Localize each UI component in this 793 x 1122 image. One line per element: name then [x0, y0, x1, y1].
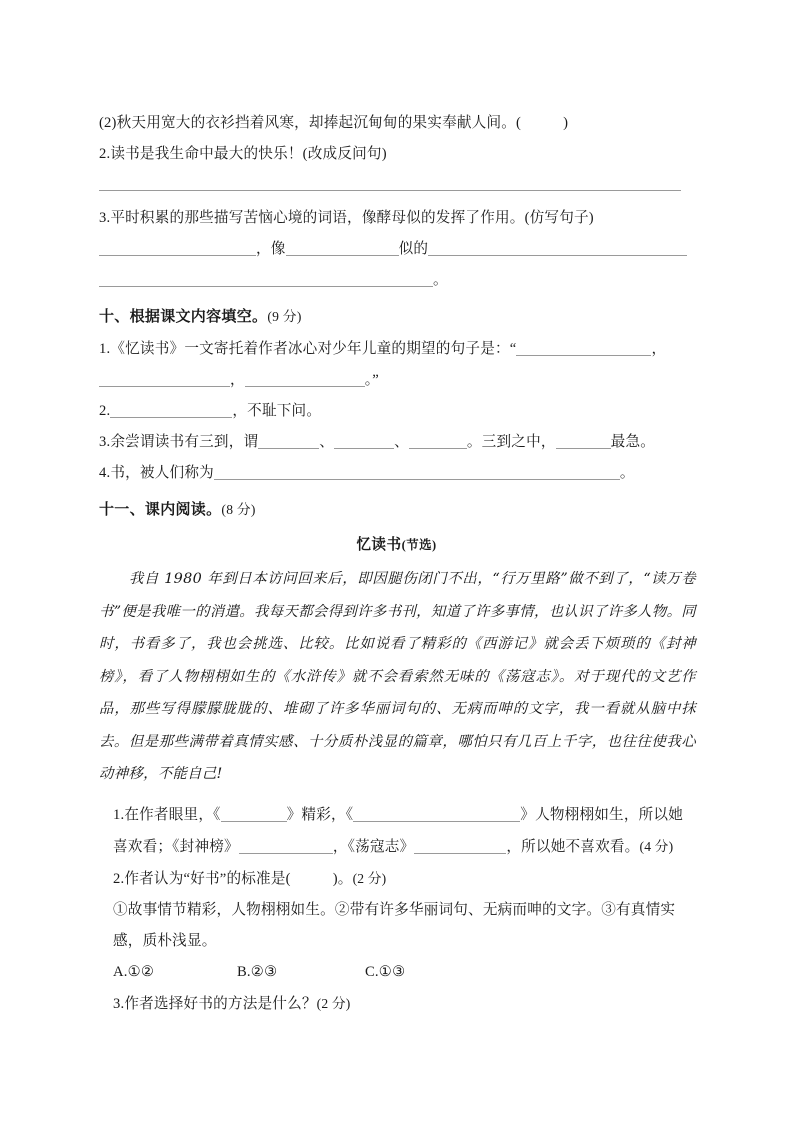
- answer-blank-11-1c[interactable]: [239, 838, 333, 854]
- section-ten-q3-mid: 。三到之中，: [466, 434, 556, 450]
- section-ten-q4-lead: 4.书，被人们称为: [99, 465, 214, 481]
- section-ten-q1-text: 1.《忆读书》一文寄托着作者冰心对少年儿童的期望的句子是：“: [99, 341, 517, 357]
- question-3-text: 3.平时积累的那些描写苦恼心境的词语，像酵母似的发挥了作用。(仿写句子): [99, 210, 594, 226]
- question-3-comma-xiang: ，像: [256, 241, 286, 257]
- option-a[interactable]: A.①②: [113, 963, 155, 980]
- question-3-shide: 似的: [398, 241, 429, 257]
- section-ten-q1-comma2: ，: [230, 372, 245, 388]
- section-ten-title: 十、根据课文内容填空。: [99, 309, 268, 325]
- section-ten-q3-lead: 3.余尝谓读书有三到，谓: [99, 434, 259, 450]
- reading-q1-part-c: 》人物栩栩如生，所以她喜欢看；《封神榜》: [113, 806, 684, 855]
- answer-blank-10-4[interactable]: [214, 464, 620, 480]
- answer-line-question-2[interactable]: [99, 190, 681, 191]
- answer-blank-10-3a[interactable]: [258, 433, 319, 449]
- section-ten-q3-sep2: 、: [394, 434, 409, 450]
- answer-blank-11-1d[interactable]: [414, 838, 506, 854]
- section-ten-q3-sep1: 、: [319, 434, 335, 450]
- section-ten-q2-line: [99, 396, 694, 427]
- section-eleven-title: 十一、课内阅读。: [99, 502, 222, 518]
- answer-blank-10-1a[interactable]: [516, 340, 651, 356]
- section-ten-q1-line1: [99, 334, 694, 365]
- section-ten-q2-num: 2.: [99, 403, 111, 419]
- answer-blank-10-3c[interactable]: [409, 433, 467, 449]
- section-ten-heading: [99, 300, 694, 334]
- passage-title-subtitle: (节选): [401, 538, 437, 552]
- question-2-1-text: (2)秋天用宽大的衣衫挡着风寒，却捧起沉甸甸的果实奉献人间。(: [99, 115, 522, 131]
- reading-q2-options: [99, 957, 694, 988]
- passage-title: [99, 527, 694, 563]
- section-eleven-points: (8 分): [221, 502, 256, 517]
- section-eleven-heading: [99, 493, 694, 527]
- answer-blank-10-1b[interactable]: [99, 371, 230, 387]
- section-ten-q3-tail: 最急。: [610, 434, 656, 450]
- reading-q2-points: (2 分): [352, 870, 387, 886]
- answer-blank-10-1c[interactable]: [245, 371, 365, 387]
- question-3-answer-line-1: [99, 234, 694, 265]
- reading-question-1: [99, 800, 694, 863]
- answer-blank-10-3b[interactable]: [334, 433, 394, 449]
- section-ten-q4-line: [99, 458, 694, 489]
- answer-blank-3b[interactable]: [286, 240, 399, 256]
- option-b[interactable]: B.②③: [237, 963, 278, 980]
- reading-q1-points: (4 分): [639, 838, 674, 854]
- answer-blank-10-2[interactable]: [110, 402, 232, 418]
- reading-question-3: [99, 988, 694, 1020]
- passage-title-main: 忆读书: [356, 537, 402, 553]
- reading-q1-part-d: ，《荡寇志》: [332, 838, 415, 855]
- page-content: [99, 108, 694, 1020]
- reading-q3-text: 3.作者选择好书的方法是什么？: [113, 995, 317, 1012]
- answer-blank-3c[interactable]: [428, 240, 687, 256]
- section-ten-q3-line: [99, 427, 694, 458]
- section-ten-q1-line2: [99, 365, 694, 396]
- question-2-1-line: [99, 108, 694, 139]
- section-ten-q1-end: 。”: [364, 372, 379, 388]
- question-2-line: [99, 139, 694, 170]
- question-2-1-paren-close: ): [563, 115, 569, 131]
- answer-blank-3a[interactable]: [99, 240, 256, 256]
- reading-q3-points: (2 分): [316, 995, 351, 1011]
- section-ten-q2-text: ，不耻下问。: [232, 403, 322, 419]
- reading-q2-close: )。: [332, 870, 353, 887]
- answer-blank-11-1b[interactable]: [353, 806, 520, 822]
- question-3-line: [99, 203, 694, 234]
- question-2-text: 2.读书是我生命中最大的快乐！(改成反问句): [99, 146, 387, 162]
- section-ten-q1-comma: ，: [651, 341, 667, 357]
- reading-q1-part-a: 1.在作者眼里，《: [113, 806, 221, 823]
- section-ten-q4-tail: 。: [619, 465, 635, 481]
- reading-q1-part-b: 》精彩，《: [286, 806, 354, 823]
- question-3-period: 。: [433, 272, 448, 288]
- passage-body: 我自 1980 年到日本访问回来后，即因腿伤闭门不出，“行万里路”做不到了，“读万卷书”便是我唯一的消遣。我每天都会得到许多书刊，知道了许多事情，也认识了许多人物。同时，书看多了，我也会挑选、比较。比如说看了精彩的《西游记》就会丢下烦琐的《封神榜》，看了人物栩栩如生的《水浒传》就不会看索然无味的《荡寇志》。对于现代的文艺作品，那些写得朦朦胧胧的、堆砌了许多华丽词句的、无病而呻的文字，我一看就从脑中抹去。但是那些满带着真情实感、十分质朴浅显的篇章，哪怕只有几百上千字，也往往使我心动神移，不能自己!: [99, 571, 696, 782]
- answer-blank-11-1a[interactable]: [221, 806, 287, 822]
- question-3-answer-line-2: [99, 265, 694, 296]
- reading-q2-text: 2.作者认为“好书”的标准是(: [113, 870, 291, 887]
- reading-q1-part-e: ，所以她不喜欢看。: [506, 838, 640, 855]
- answer-blank-3d[interactable]: [99, 271, 433, 287]
- answer-blank-10-3d[interactable]: [556, 433, 611, 449]
- reading-question-2: [99, 863, 694, 895]
- section-ten-points: (9 分): [267, 309, 302, 324]
- reading-q2-choices: ①故事情节精彩，人物栩栩如生。②带有许多华丽词句、无病而呻的文字。③有真情实感，质朴浅显。: [113, 901, 676, 949]
- option-c[interactable]: C.①③: [365, 963, 406, 980]
